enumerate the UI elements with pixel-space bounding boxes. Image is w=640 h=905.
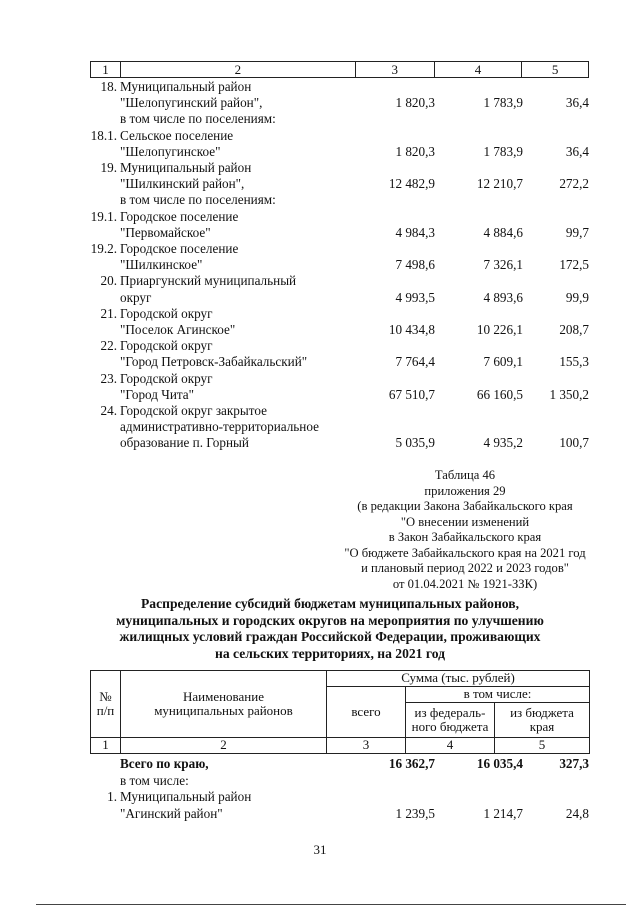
- row-value-v2: 12 210,7: [476, 176, 523, 192]
- title-line: жилищных условий граждан Российской Федерации, проживающих: [119, 629, 541, 644]
- row-name: [120, 209, 356, 241]
- col-number-3: 3: [356, 62, 435, 77]
- row-number: 21.: [100, 305, 117, 321]
- row-name: [120, 789, 356, 822]
- row-name-line: Сельское поселение: [120, 127, 234, 143]
- row-value-v3: 1 350,2: [549, 386, 589, 402]
- row-value-v2: 4 893,6: [483, 289, 523, 305]
- row-value-v1: 10 434,8: [388, 322, 435, 338]
- row-name: [120, 371, 356, 403]
- row-value-v3: 99,7: [565, 224, 589, 240]
- row-name-line: административно-территориальное: [120, 419, 319, 435]
- row-value-v1: 7 498,6: [395, 257, 435, 273]
- annotation-line: приложения 29: [424, 483, 506, 498]
- row-value-v1: 7 764,4: [395, 354, 435, 370]
- table-row: [90, 241, 589, 273]
- row-value-v2: 1 783,9: [483, 95, 523, 111]
- table-row: [90, 789, 589, 822]
- table-row: [90, 306, 589, 338]
- row-value-v1: 4 984,3: [395, 224, 435, 240]
- total-all: 16 362,7: [388, 756, 435, 771]
- row-value-v1: 1 820,3: [395, 143, 435, 159]
- row-value-v2: 1 783,9: [483, 143, 523, 159]
- row-number: 19.: [100, 160, 117, 176]
- row-name-line: Городской округ: [120, 305, 213, 321]
- row-value-v2: 4 884,6: [483, 224, 523, 240]
- annotation-line: (в редакции Закона Забайкальского края: [357, 499, 573, 513]
- row-name-line: Приаргунский муниципальный: [120, 273, 297, 289]
- header-including: в том числе:: [405, 686, 590, 703]
- row-value-v3: 272,2: [559, 176, 589, 192]
- row-value-v1: 4 993,5: [395, 289, 435, 305]
- row-value-v3: 99,9: [565, 289, 589, 305]
- table-row: [90, 273, 589, 305]
- row-name-line: в том числе по поселениям:: [120, 192, 276, 208]
- total-label: Всего по краю,: [120, 756, 209, 771]
- table-header: [90, 670, 589, 764]
- table-column-numbers: [90, 61, 589, 78]
- row-name-line: "Шилкинское": [120, 257, 203, 273]
- row-name: [120, 338, 356, 370]
- header-federal: из федераль- ного бюджета: [405, 702, 495, 738]
- row-value-v3: 172,5: [559, 257, 589, 273]
- row-name-line: "Шелопугинский район",: [120, 95, 263, 111]
- row-name-line: Муниципальный район: [120, 789, 252, 804]
- row-number: 20.: [100, 273, 117, 289]
- row-value-v2: 10 226,1: [476, 322, 523, 338]
- row-name: [120, 241, 356, 273]
- row-name-line: образование п. Горный: [120, 435, 249, 451]
- row-name: [120, 160, 356, 209]
- row-value-v2: 4 935,2: [483, 435, 523, 451]
- table-body: [90, 756, 589, 822]
- row-number: 23.: [100, 370, 117, 386]
- annotation-line: Таблица 46: [434, 468, 496, 482]
- row-number: 19.2.: [90, 241, 117, 257]
- total-regional: 327,3: [559, 756, 589, 771]
- title-line: на сельских территориях, на 2021 год: [215, 645, 445, 661]
- row-value-v2: 66 160,5: [476, 386, 523, 402]
- annotation-line: и плановый период 2022 и 2023 годов": [361, 561, 569, 575]
- table-row: [90, 160, 589, 209]
- header-col-2: 2: [120, 737, 327, 754]
- header-regional: из бюджета края: [494, 702, 590, 738]
- header-col-3: 3: [326, 737, 406, 754]
- total-federal: 16 035,4: [476, 756, 523, 771]
- row-value-v1: 5 035,9: [395, 435, 435, 451]
- total-row: [90, 756, 589, 773]
- row-value-v3: 100,7: [559, 435, 589, 451]
- annotation-line: "О бюджете Забайкальского края на 2021 год: [344, 545, 586, 560]
- row-name-line: Муниципальный район: [120, 79, 252, 94]
- row-number: 18.: [100, 79, 117, 94]
- row-name: [120, 79, 356, 128]
- row-value-v1: 1 820,3: [395, 95, 435, 111]
- annotation-line: "О внесении изменений: [400, 514, 530, 529]
- table-row: [90, 338, 589, 370]
- header-col-5: 5: [494, 737, 590, 754]
- row-name: [120, 306, 356, 338]
- col-number-5: 5: [551, 62, 559, 77]
- row-value-v1: 12 482,9: [388, 176, 435, 192]
- row-name-line: "Агинский район": [120, 805, 223, 821]
- table-row: [90, 209, 589, 241]
- col-number-2: 2: [121, 62, 356, 77]
- table-body-continued: [90, 79, 589, 452]
- row-name: [120, 273, 356, 305]
- header-col-4: 4: [405, 737, 495, 754]
- row-value-v3: 208,7: [559, 322, 589, 338]
- row-name-line: Муниципальный район: [120, 160, 252, 176]
- page-number: 31: [313, 842, 327, 857]
- row-name-line: Городской округ: [120, 370, 213, 386]
- table-row: [90, 128, 589, 160]
- title-line: Распределение субсидий бюджетам муниципальных районов,: [140, 596, 520, 611]
- table-title: [60, 596, 600, 662]
- row-number: 24.: [100, 403, 117, 419]
- row-value-v3: 24,8: [565, 805, 589, 821]
- row-name-line: "Шелопугинское": [120, 143, 221, 159]
- row-name-line: "Город Петровск-Забайкальский": [120, 354, 308, 370]
- row-name-line: "Первомайское": [120, 224, 211, 240]
- row-name: [120, 403, 356, 452]
- row-name-line: Городское поселение: [120, 208, 239, 224]
- header-sum: Сумма (тыс. рублей): [326, 670, 590, 687]
- row-name-line: "Город Чита": [120, 386, 195, 402]
- header-name: Наименование муниципальных районов: [120, 670, 327, 738]
- annotation-line: в Закон Забайкальского края: [388, 530, 542, 544]
- header-number: № п/п: [90, 670, 121, 738]
- row-value-v2: 1 214,7: [483, 805, 523, 821]
- including-label: в том числе:: [120, 772, 189, 788]
- row-value-v2: 7 326,1: [483, 257, 523, 273]
- row-name-line: округ: [120, 289, 152, 305]
- col-number-4: 4: [435, 62, 523, 77]
- header-total: всего: [326, 686, 406, 738]
- row-value-v1: 1 239,5: [395, 805, 435, 821]
- row-name-line: "Шилкинский район",: [120, 176, 245, 192]
- row-value-v3: 155,3: [559, 354, 589, 370]
- row-name-line: в том числе по поселениям:: [120, 111, 276, 127]
- row-number: 19.1.: [90, 208, 117, 224]
- row-value-v1: 67 510,7: [388, 386, 435, 402]
- row-number: 1.: [107, 789, 117, 804]
- col-number-1: 1: [91, 62, 121, 77]
- table-annotation: [300, 468, 630, 592]
- table-row: [90, 371, 589, 403]
- table-row: [90, 403, 589, 452]
- annotation-line: от 01.04.2021 № 1921-ЗЗК): [392, 576, 538, 591]
- row-number: 22.: [100, 338, 117, 354]
- table-row: [90, 79, 589, 128]
- title-line: муниципальных и городских округов на мероприятия по улучшению: [116, 612, 544, 628]
- header-col-1: 1: [90, 737, 121, 754]
- row-number: 18.1.: [90, 127, 117, 143]
- row-name: [120, 128, 356, 160]
- row-value-v3: 36,4: [565, 95, 589, 111]
- row-name-line: Городское поселение: [120, 241, 239, 257]
- row-name-line: Городской округ: [120, 338, 213, 354]
- row-name-line: Городской округ закрытое: [120, 403, 267, 419]
- row-value-v3: 36,4: [565, 143, 589, 159]
- row-name-line: "Поселок Агинское": [120, 322, 236, 338]
- row-value-v2: 7 609,1: [483, 354, 523, 370]
